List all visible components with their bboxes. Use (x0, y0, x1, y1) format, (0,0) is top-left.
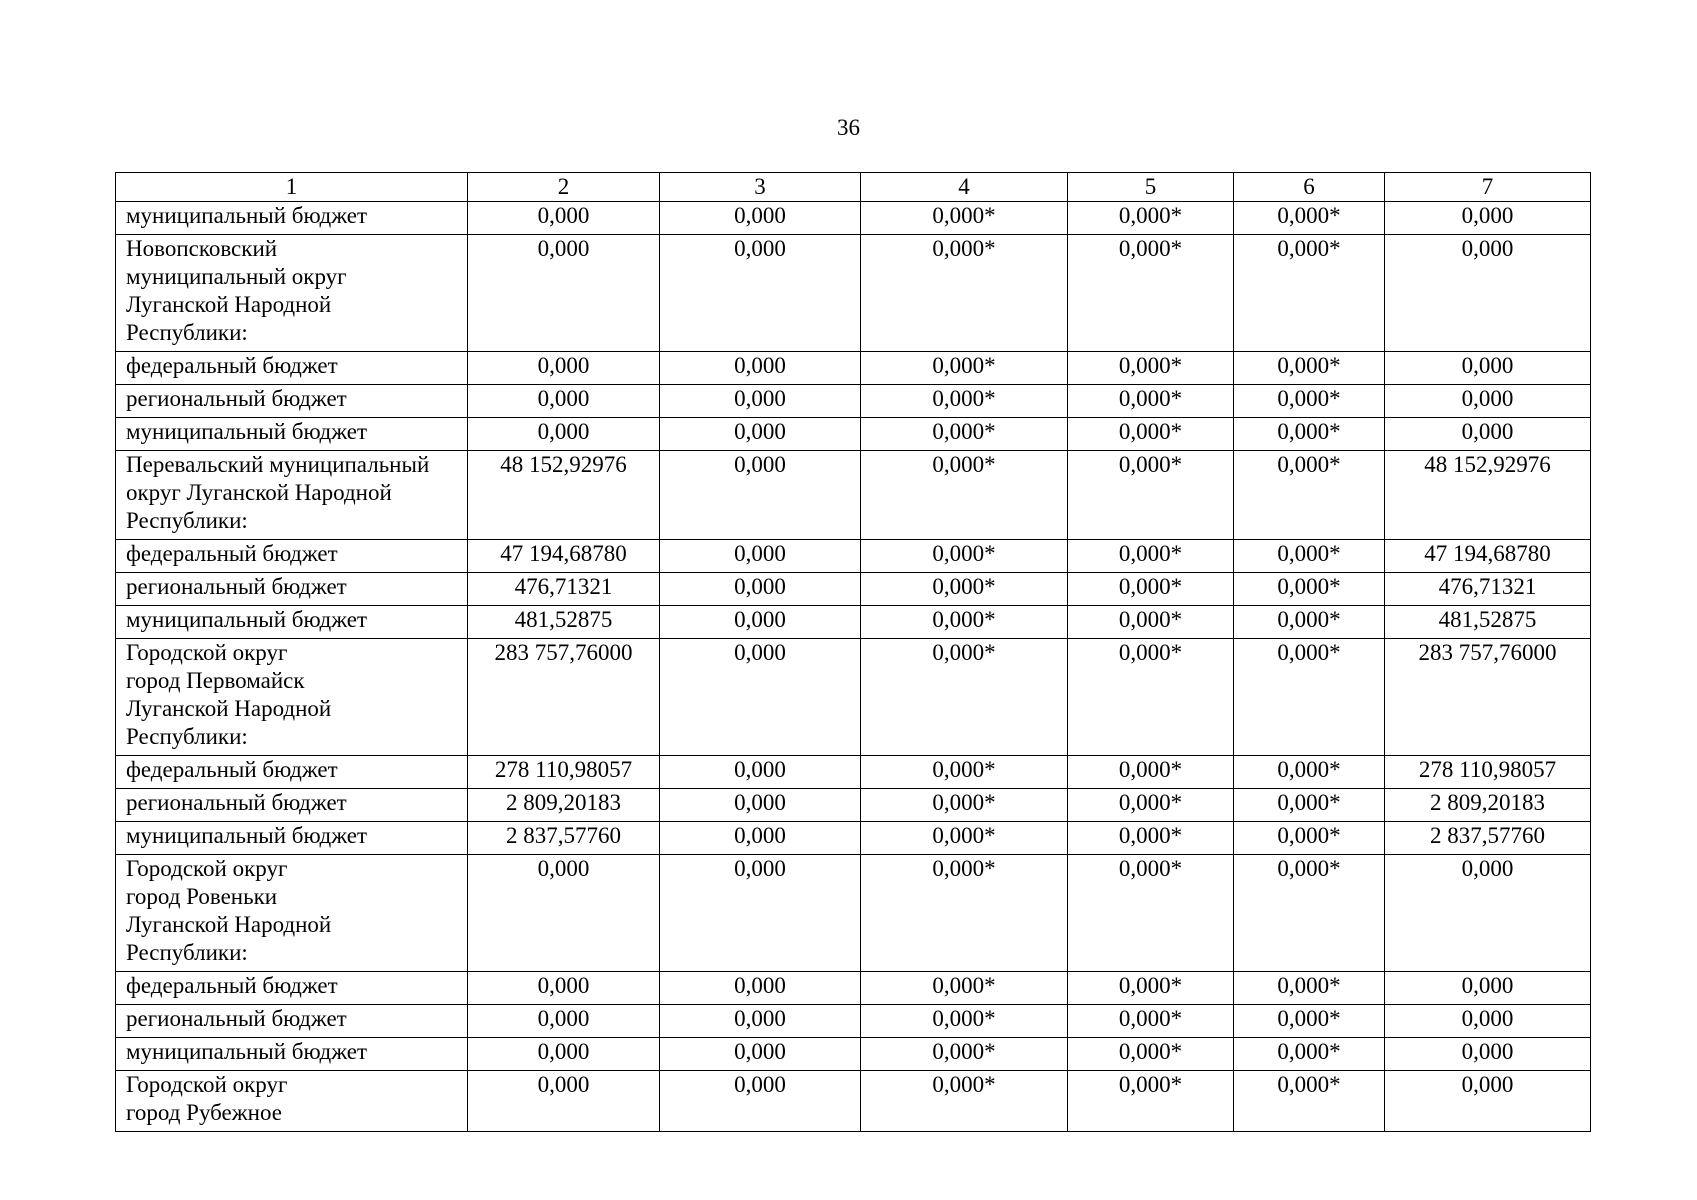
value-cell-col-4: 0,000* (861, 573, 1068, 606)
row-label-cell: муниципальный бюджет (116, 1038, 468, 1071)
column-header-1: 1 (116, 173, 468, 202)
table-row (116, 855, 1591, 972)
value-cell-col-4: 0,000* (861, 352, 1068, 385)
column-header-3: 3 (660, 173, 861, 202)
value-cell-col-5: 0,000* (1068, 1005, 1234, 1038)
table-row (116, 352, 1591, 385)
value-cell-col-4: 0,000* (861, 202, 1068, 235)
value-cell-col-5: 0,000* (1068, 385, 1234, 418)
row-label-cell: региональный бюджет (116, 573, 468, 606)
value-cell-col-7: 48 152,92976 (1385, 451, 1591, 540)
value-cell-col-5: 0,000* (1068, 202, 1234, 235)
value-cell-col-4: 0,000* (861, 789, 1068, 822)
table-row (116, 1071, 1591, 1132)
value-cell-col-7: 2 837,57760 (1385, 822, 1591, 855)
value-cell-col-5: 0,000* (1068, 639, 1234, 756)
value-cell-col-3: 0,000 (660, 606, 861, 639)
value-cell-col-2: 0,000 (468, 385, 660, 418)
value-cell-col-3: 0,000 (660, 352, 861, 385)
table-row (116, 606, 1591, 639)
value-cell-col-5: 0,000* (1068, 235, 1234, 352)
row-label-cell: региональный бюджет (116, 789, 468, 822)
table-header (116, 173, 1591, 202)
value-cell-col-2: 283 757,76000 (468, 639, 660, 756)
value-cell-col-3: 0,000 (660, 202, 861, 235)
value-cell-col-2: 278 110,98057 (468, 756, 660, 789)
value-cell-col-6: 0,000* (1234, 235, 1385, 352)
value-cell-col-5: 0,000* (1068, 451, 1234, 540)
row-label-cell: муниципальный бюджет (116, 606, 468, 639)
value-cell-col-3: 0,000 (660, 855, 861, 972)
table-row (116, 202, 1591, 235)
value-cell-col-7: 0,000 (1385, 352, 1591, 385)
value-cell-col-2: 481,52875 (468, 606, 660, 639)
value-cell-col-6: 0,000* (1234, 202, 1385, 235)
row-label-cell: федеральный бюджет (116, 540, 468, 573)
column-header-7: 7 (1385, 173, 1591, 202)
value-cell-col-2: 0,000 (468, 202, 660, 235)
value-cell-col-2: 0,000 (468, 235, 660, 352)
value-cell-col-3: 0,000 (660, 789, 861, 822)
value-cell-col-6: 0,000* (1234, 540, 1385, 573)
value-cell-col-2: 2 837,57760 (468, 822, 660, 855)
value-cell-col-4: 0,000* (861, 1005, 1068, 1038)
row-label-cell: муниципальный бюджет (116, 822, 468, 855)
value-cell-col-7: 2 809,20183 (1385, 789, 1591, 822)
value-cell-col-3: 0,000 (660, 822, 861, 855)
value-cell-col-4: 0,000* (861, 972, 1068, 1005)
value-cell-col-2: 0,000 (468, 1071, 660, 1132)
value-cell-col-2: 48 152,92976 (468, 451, 660, 540)
value-cell-col-2: 0,000 (468, 1005, 660, 1038)
value-cell-col-5: 0,000* (1068, 789, 1234, 822)
value-cell-col-5: 0,000* (1068, 1038, 1234, 1071)
value-cell-col-6: 0,000* (1234, 1071, 1385, 1132)
table-row (116, 573, 1591, 606)
value-cell-col-6: 0,000* (1234, 352, 1385, 385)
table-row (116, 1005, 1591, 1038)
value-cell-col-7: 0,000 (1385, 1071, 1591, 1132)
table-row (116, 540, 1591, 573)
value-cell-col-2: 0,000 (468, 352, 660, 385)
row-label-cell: Городской округ город Рубежное (116, 1071, 468, 1132)
value-cell-col-5: 0,000* (1068, 1071, 1234, 1132)
value-cell-col-4: 0,000* (861, 1071, 1068, 1132)
value-cell-col-6: 0,000* (1234, 573, 1385, 606)
value-cell-col-3: 0,000 (660, 1038, 861, 1071)
column-header-4: 4 (861, 173, 1068, 202)
row-label-cell: федеральный бюджет (116, 972, 468, 1005)
value-cell-col-5: 0,000* (1068, 573, 1234, 606)
value-cell-col-7: 0,000 (1385, 202, 1591, 235)
value-cell-col-6: 0,000* (1234, 756, 1385, 789)
value-cell-col-3: 0,000 (660, 1071, 861, 1132)
value-cell-col-5: 0,000* (1068, 418, 1234, 451)
value-cell-col-6: 0,000* (1234, 972, 1385, 1005)
value-cell-col-7: 283 757,76000 (1385, 639, 1591, 756)
value-cell-col-2: 0,000 (468, 972, 660, 1005)
value-cell-col-7: 0,000 (1385, 1038, 1591, 1071)
column-header-2: 2 (468, 173, 660, 202)
table-row (116, 789, 1591, 822)
value-cell-col-7: 47 194,68780 (1385, 540, 1591, 573)
value-cell-col-7: 0,000 (1385, 418, 1591, 451)
value-cell-col-7: 0,000 (1385, 1005, 1591, 1038)
value-cell-col-5: 0,000* (1068, 352, 1234, 385)
value-cell-col-3: 0,000 (660, 1005, 861, 1038)
value-cell-col-7: 481,52875 (1385, 606, 1591, 639)
table-row (116, 756, 1591, 789)
table-row (116, 639, 1591, 756)
row-label-cell: Городской округ город Ровеньки Луганской Народной Республики: (116, 855, 468, 972)
table-row (116, 1038, 1591, 1071)
value-cell-col-5: 0,000* (1068, 606, 1234, 639)
value-cell-col-4: 0,000* (861, 855, 1068, 972)
budget-table (115, 172, 1591, 1132)
value-cell-col-6: 0,000* (1234, 385, 1385, 418)
value-cell-col-3: 0,000 (660, 540, 861, 573)
value-cell-col-7: 278 110,98057 (1385, 756, 1591, 789)
row-label-cell: федеральный бюджет (116, 352, 468, 385)
value-cell-col-4: 0,000* (861, 822, 1068, 855)
value-cell-col-7: 0,000 (1385, 235, 1591, 352)
value-cell-col-5: 0,000* (1068, 756, 1234, 789)
value-cell-col-4: 0,000* (861, 639, 1068, 756)
value-cell-col-3: 0,000 (660, 972, 861, 1005)
value-cell-col-4: 0,000* (861, 1038, 1068, 1071)
value-cell-col-4: 0,000* (861, 540, 1068, 573)
row-label-cell: муниципальный бюджет (116, 202, 468, 235)
value-cell-col-6: 0,000* (1234, 855, 1385, 972)
value-cell-col-2: 47 194,68780 (468, 540, 660, 573)
value-cell-col-3: 0,000 (660, 451, 861, 540)
value-cell-col-2: 0,000 (468, 1038, 660, 1071)
value-cell-col-3: 0,000 (660, 385, 861, 418)
value-cell-col-5: 0,000* (1068, 972, 1234, 1005)
value-cell-col-4: 0,000* (861, 756, 1068, 789)
row-label-cell: региональный бюджет (116, 1005, 468, 1038)
value-cell-col-4: 0,000* (861, 235, 1068, 352)
value-cell-col-3: 0,000 (660, 756, 861, 789)
page-number: 36 (837, 115, 860, 140)
table-body (116, 202, 1591, 1132)
value-cell-col-3: 0,000 (660, 573, 861, 606)
row-label-cell: федеральный бюджет (116, 756, 468, 789)
value-cell-col-2: 2 809,20183 (468, 789, 660, 822)
value-cell-col-2: 0,000 (468, 418, 660, 451)
value-cell-col-5: 0,000* (1068, 822, 1234, 855)
value-cell-col-6: 0,000* (1234, 1038, 1385, 1071)
value-cell-col-6: 0,000* (1234, 451, 1385, 540)
value-cell-col-7: 476,71321 (1385, 573, 1591, 606)
table-row (116, 235, 1591, 352)
table-row (116, 822, 1591, 855)
table-row (116, 385, 1591, 418)
value-cell-col-6: 0,000* (1234, 1005, 1385, 1038)
header-row (116, 173, 1591, 202)
value-cell-col-4: 0,000* (861, 418, 1068, 451)
value-cell-col-7: 0,000 (1385, 855, 1591, 972)
value-cell-col-7: 0,000 (1385, 972, 1591, 1005)
value-cell-col-7: 0,000 (1385, 385, 1591, 418)
value-cell-col-4: 0,000* (861, 606, 1068, 639)
value-cell-col-6: 0,000* (1234, 639, 1385, 756)
value-cell-col-2: 476,71321 (468, 573, 660, 606)
value-cell-col-3: 0,000 (660, 418, 861, 451)
value-cell-col-3: 0,000 (660, 235, 861, 352)
table-row (116, 418, 1591, 451)
value-cell-col-6: 0,000* (1234, 606, 1385, 639)
value-cell-col-4: 0,000* (861, 385, 1068, 418)
value-cell-col-5: 0,000* (1068, 540, 1234, 573)
value-cell-col-2: 0,000 (468, 855, 660, 972)
value-cell-col-6: 0,000* (1234, 822, 1385, 855)
value-cell-col-6: 0,000* (1234, 789, 1385, 822)
value-cell-col-4: 0,000* (861, 451, 1068, 540)
row-label-cell: муниципальный бюджет (116, 418, 468, 451)
column-header-5: 5 (1068, 173, 1234, 202)
value-cell-col-3: 0,000 (660, 639, 861, 756)
row-label-cell: Городской округ город Первомайск Луганской Народной Республики: (116, 639, 468, 756)
row-label-cell: Новопсковский муниципальный округ Луганской Народной Республики: (116, 235, 468, 352)
row-label-cell: Перевальский муниципальный округ Луганской Народной Республики: (116, 451, 468, 540)
row-label-cell: региональный бюджет (116, 385, 468, 418)
value-cell-col-5: 0,000* (1068, 855, 1234, 972)
table-row (116, 972, 1591, 1005)
column-header-6: 6 (1234, 173, 1385, 202)
table-row (116, 451, 1591, 540)
value-cell-col-6: 0,000* (1234, 418, 1385, 451)
